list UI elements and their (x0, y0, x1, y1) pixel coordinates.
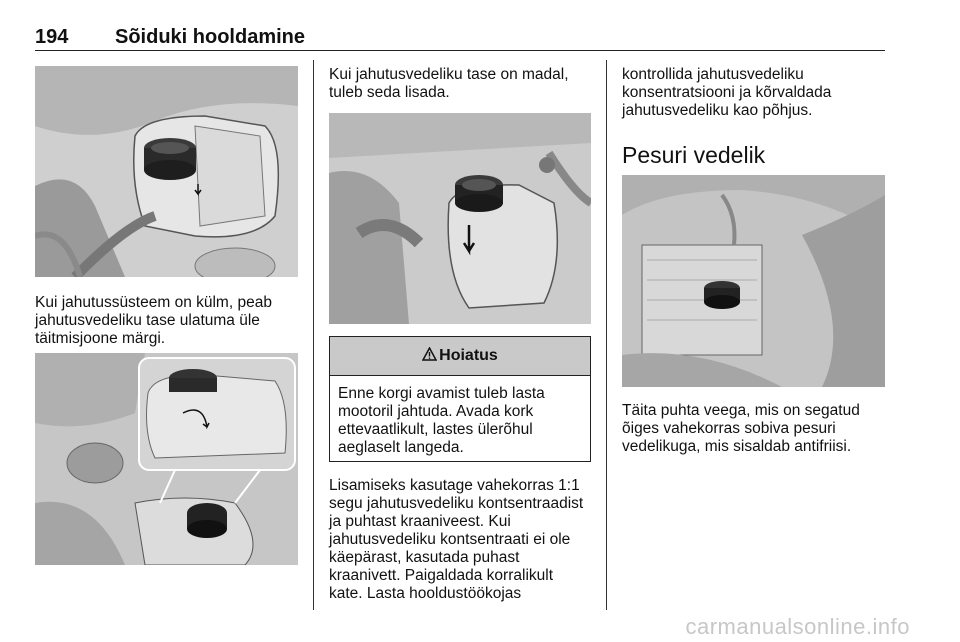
washer-fluid-photo (622, 175, 885, 387)
column-divider (313, 60, 314, 610)
right-paragraph-top: kontrollida jahutusvedeliku konsentratsiooni ja kõrvaldada jahutusvedeliku kao põhjus. (622, 66, 832, 119)
coolant-level-mark-photo (35, 353, 298, 565)
warning-title: Hoiatus (439, 347, 498, 364)
section-heading: Pesuri vedelik (622, 142, 766, 168)
middle-paragraph-bottom: Lisamiseks kasutage vahekorras 1:1 segu jahutusvedeliku kontsentraadist ja puhtast kraaniveest. Kui jahutusvedeliku kontsentraati ei ole käepärast, kasutada puhast kraanivett. Paigaldada korralikult kate. Lasta hooldustöökojas (329, 477, 584, 602)
page-header (35, 24, 885, 51)
warning-box (329, 336, 591, 462)
page-title: Sõiduki hooldamine (115, 26, 306, 48)
coolant-filler-photo (329, 113, 591, 324)
warning-triangle-icon (422, 347, 437, 366)
column-divider (606, 60, 607, 610)
warning-header (330, 337, 590, 376)
watermark: carmanualsonline.info (685, 614, 910, 639)
coolant-reservoir-photo (35, 66, 298, 277)
left-paragraph: Kui jahutussüsteem on külm, peab jahutusvedeliku tase ulatuma üle täitmisjoone märgi. (35, 294, 272, 347)
page-number: 194 (35, 26, 69, 48)
right-paragraph-bottom: Täita puhta veega, mis on segatud õiges vahekorras sobiva pesuri vedelikuga, mis sisaldab antifriisi. (622, 402, 860, 455)
warning-text: Enne korgi avamist tuleb lasta mootoril jahtuda. Avada kork ettevaatlikult, lastes ülerõhul aeglaselt langeda. (338, 385, 545, 456)
middle-paragraph-top: Kui jahutusvedeliku tase on madal, tuleb seda lisada. (329, 66, 569, 101)
